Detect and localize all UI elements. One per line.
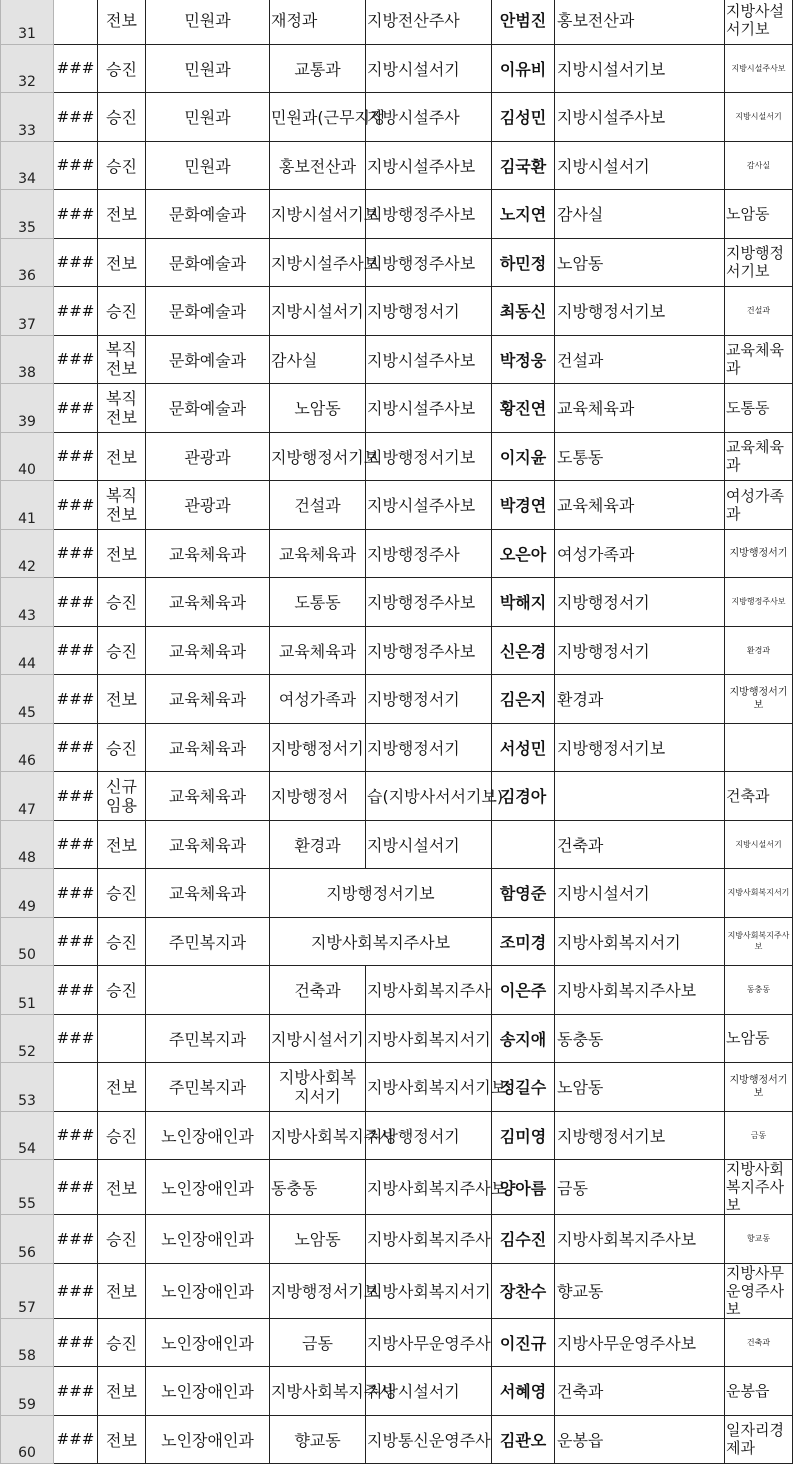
table-row [1,1215,793,1264]
remark-cell: 지방시설주사보 [725,44,793,93]
table-row [1,1014,793,1063]
type-cell: 전보 [98,1263,146,1318]
date-cell: ### [54,1318,98,1367]
table-row [1,675,793,724]
department-cell: 노인장애인과 [146,1318,270,1367]
type-cell: 승진 [98,869,146,918]
rank-cell: 지방행정서기보 [366,432,492,481]
remark-cell: 지방행정서기보 [725,1063,793,1112]
new-post-cell: 금동 [555,1160,725,1215]
department-cell: 관광과 [146,481,270,530]
department-cell: 문화예술과 [146,238,270,287]
type-cell: 복직 전보 [98,481,146,530]
remark-cell: 교육체육과 [725,335,793,384]
table-row [1,93,793,142]
name-cell: 김경아 [492,772,555,821]
name-cell: 이지윤 [492,432,555,481]
new-post-cell: 건축과 [555,820,725,869]
department-cell: 문화예술과 [146,190,270,239]
name-cell: 조미경 [492,917,555,966]
previous-post-cell: 환경과 [270,820,366,869]
department-cell: 노인장애인과 [146,1367,270,1416]
new-post-cell: 동충동 [555,1014,725,1063]
rank-cell: 지방행정주사보 [366,190,492,239]
date-cell: ### [54,869,98,918]
name-cell: 송지애 [492,1014,555,1063]
previous-post-cell: 지방행정서기보 [270,432,366,481]
date-cell: ### [54,287,98,336]
rank-cell: 지방사회복지서기 [366,1014,492,1063]
table-row [1,1318,793,1367]
remark-cell: 여성가족과 [725,481,793,530]
type-cell: 전보 [98,820,146,869]
department-cell: 관광과 [146,432,270,481]
type-cell: 승진 [98,1318,146,1367]
department-cell: 노인장애인과 [146,1415,270,1464]
name-cell: 이유비 [492,44,555,93]
rank-cell: 지방사회복지서기 [366,1263,492,1318]
new-post-cell: 지방시설서기 [555,869,725,918]
previous-post-cell: 지방사회복지주사 [270,1111,366,1160]
row-number[interactable]: 55 [1,1160,54,1215]
type-cell: 승진 [98,1111,146,1160]
new-post-cell [555,772,725,821]
type-cell: 전보 [98,529,146,578]
remark-cell: 지방행정서기보 [725,238,793,287]
name-cell: 양아름 [492,1160,555,1215]
name-cell: 김수진 [492,1215,555,1264]
name-cell: 최동신 [492,287,555,336]
name-cell: 이은주 [492,966,555,1015]
spreadsheet-body [1,0,793,1464]
type-cell: 승진 [98,578,146,627]
department-cell: 문화예술과 [146,335,270,384]
new-post-cell: 여성가족과 [555,529,725,578]
department-cell: 문화예술과 [146,287,270,336]
type-cell: 전보 [98,238,146,287]
date-cell: ### [54,1367,98,1416]
department-cell: 주민복지과 [146,1063,270,1112]
remark-cell: 지방행정주사보 [725,578,793,627]
department-cell [146,966,270,1015]
table-row [1,0,793,44]
rank-cell: 지방사무운영주사 [366,1318,492,1367]
type-cell: 승진 [98,723,146,772]
row-number[interactable]: 59 [1,1367,54,1416]
remark-cell: 동충동 [725,966,793,1015]
department-cell: 민원과 [146,93,270,142]
remark-cell: 지방사회복지서기 [725,869,793,918]
rank-cell: 지방시설주사보 [366,481,492,530]
rank-cell: 지방행정주사 [366,529,492,578]
date-cell: ### [54,723,98,772]
row-number[interactable]: 36 [1,238,54,287]
new-post-cell: 홍보전산과 [555,0,725,44]
rank-cell: 지방시설주사보 [366,141,492,190]
department-cell: 교육체육과 [146,529,270,578]
previous-post-cell: 재정과 [270,0,366,44]
name-cell: 이진규 [492,1318,555,1367]
type-cell: 승진 [98,141,146,190]
rank-cell: 지방시설서기 [366,820,492,869]
name-cell: 박경연 [492,481,555,530]
table-row [1,238,793,287]
row-number[interactable]: 46 [1,723,54,772]
date-cell: ### [54,93,98,142]
type-cell: 전보 [98,432,146,481]
date-cell: ### [54,772,98,821]
previous-post-cell: 건축과 [270,966,366,1015]
type-cell: 신규 임용 [98,772,146,821]
new-post-cell: 지방행정서기보 [555,723,725,772]
remark-cell: 금동 [725,1111,793,1160]
row-number[interactable]: 40 [1,432,54,481]
rank-cell: 지방사회복지주사 [366,1215,492,1264]
name-cell: 정길수 [492,1063,555,1112]
date-cell: ### [54,1263,98,1318]
remark-cell: 노암동 [725,1014,793,1063]
rank-cell: 지방사회복지주사보 [366,1160,492,1215]
type-cell: 승진 [98,287,146,336]
table-row [1,723,793,772]
row-number[interactable]: 58 [1,1318,54,1367]
name-cell: 김관오 [492,1415,555,1464]
type-cell: 전보 [98,1160,146,1215]
previous-post-cell: 지방사회복지주사보 [270,917,492,966]
new-post-cell: 지방사회복지주사보 [555,1215,725,1264]
date-cell: ### [54,1160,98,1215]
previous-post-cell: 여성가족과 [270,675,366,724]
remark-cell: 지방행정서기보 [725,675,793,724]
date-cell: ### [54,190,98,239]
department-cell: 노인장애인과 [146,1160,270,1215]
name-cell: 김미영 [492,1111,555,1160]
table-row [1,966,793,1015]
new-post-cell: 운봉읍 [555,1415,725,1464]
new-post-cell: 교육체육과 [555,481,725,530]
previous-post-cell: 지방사회복 지서기 [270,1063,366,1112]
table-row [1,44,793,93]
remark-cell: 건축과 [725,772,793,821]
date-cell: ### [54,141,98,190]
name-cell: 황진연 [492,384,555,433]
previous-post-cell: 금동 [270,1318,366,1367]
row-number[interactable]: 45 [1,675,54,724]
remark-cell: 지방시설서기 [725,93,793,142]
type-cell: 전보 [98,190,146,239]
date-cell: ### [54,578,98,627]
date-cell: ### [54,238,98,287]
date-cell: ### [54,529,98,578]
remark-cell: 운봉읍 [725,1367,793,1416]
table-row [1,481,793,530]
date-cell: ### [54,44,98,93]
date-cell: ### [54,384,98,433]
date-cell [54,0,98,44]
date-cell: ### [54,626,98,675]
row-number[interactable]: 52 [1,1014,54,1063]
new-post-cell: 지방행정서기보 [555,287,725,336]
previous-post-cell: 지방시설서기 [270,287,366,336]
date-cell: ### [54,966,98,1015]
department-cell: 교육체육과 [146,626,270,675]
date-cell: ### [54,675,98,724]
previous-post-cell: 동충동 [270,1160,366,1215]
row-number[interactable]: 33 [1,93,54,142]
date-cell: ### [54,1415,98,1464]
name-cell: 박해지 [492,578,555,627]
previous-post-cell: 노암동 [270,1215,366,1264]
date-cell: ### [54,1215,98,1264]
previous-post-cell: 지방행정서 [270,772,366,821]
table-row [1,529,793,578]
name-cell [492,820,555,869]
date-cell: ### [54,820,98,869]
new-post-cell: 지방행정서기보 [555,1111,725,1160]
row-number[interactable]: 48 [1,820,54,869]
row-number[interactable]: 39 [1,384,54,433]
remark-cell: 지방사회복지주사보 [725,917,793,966]
type-cell: 전보 [98,1415,146,1464]
name-cell: 오은아 [492,529,555,578]
row-number[interactable]: 47 [1,772,54,821]
previous-post-cell: 교육체육과 [270,626,366,675]
name-cell: 노지연 [492,190,555,239]
row-number[interactable]: 57 [1,1263,54,1318]
rank-cell: 지방행정서기 [366,675,492,724]
remark-cell: 도통동 [725,384,793,433]
remark-cell: 지방사무운영주사보 [725,1263,793,1318]
type-cell: 승진 [98,1215,146,1264]
previous-post-cell: 지방사회복지주사 [270,1367,366,1416]
rank-cell: 지방행정주사보 [366,238,492,287]
type-cell: 전보 [98,1367,146,1416]
new-post-cell: 지방시설주사보 [555,93,725,142]
rank-cell: 지방시설서기 [366,1367,492,1416]
table-row [1,1063,793,1112]
name-cell: 안범진 [492,0,555,44]
department-cell: 노인장애인과 [146,1215,270,1264]
name-cell: 하민정 [492,238,555,287]
type-cell [98,1014,146,1063]
department-cell: 노인장애인과 [146,1263,270,1318]
row-number[interactable]: 34 [1,141,54,190]
date-cell: ### [54,432,98,481]
table-row [1,287,793,336]
new-post-cell: 지방행정서기 [555,626,725,675]
department-cell: 민원과 [146,0,270,44]
previous-post-cell: 지방행정서기보 [270,869,492,918]
previous-post-cell: 감사실 [270,335,366,384]
row-number[interactable]: 35 [1,190,54,239]
table-row [1,1111,793,1160]
row-number[interactable]: 32 [1,44,54,93]
department-cell: 교육체육과 [146,772,270,821]
remark-cell: 지방행정서기 [725,529,793,578]
row-number[interactable]: 56 [1,1215,54,1264]
date-cell: ### [54,481,98,530]
type-cell: 복직 전보 [98,335,146,384]
type-cell: 전보 [98,0,146,44]
department-cell: 교육체육과 [146,869,270,918]
table-row [1,384,793,433]
type-cell: 전보 [98,1063,146,1112]
new-post-cell: 교육체육과 [555,384,725,433]
table-row [1,1263,793,1318]
new-post-cell: 노암동 [555,1063,725,1112]
previous-post-cell: 건설과 [270,481,366,530]
rank-cell: 지방행정주사보 [366,626,492,675]
date-cell: ### [54,1111,98,1160]
table-row [1,820,793,869]
department-cell: 주민복지과 [146,1014,270,1063]
table-row [1,432,793,481]
rank-cell: 지방행정주사보 [366,578,492,627]
row-number[interactable]: 53 [1,1063,54,1112]
rank-cell: 지방시설주사보 [366,335,492,384]
remark-cell: 지방사설서기보 [725,0,793,44]
row-number[interactable]: 42 [1,529,54,578]
row-number[interactable]: 54 [1,1111,54,1160]
name-cell: 함영준 [492,869,555,918]
name-cell: 서성민 [492,723,555,772]
row-number[interactable]: 41 [1,481,54,530]
name-cell: 서혜영 [492,1367,555,1416]
department-cell: 교육체육과 [146,723,270,772]
department-cell: 주민복지과 [146,917,270,966]
type-cell: 승진 [98,917,146,966]
department-cell: 교육체육과 [146,675,270,724]
table-row [1,1415,793,1464]
row-number[interactable]: 44 [1,626,54,675]
table-row [1,190,793,239]
new-post-cell: 지방사무운영주사보 [555,1318,725,1367]
new-post-cell: 향교동 [555,1263,725,1318]
previous-post-cell: 노암동 [270,384,366,433]
remark-cell: 일자리경제과 [725,1415,793,1464]
type-cell: 승진 [98,44,146,93]
remark-cell: 지방사회복지주사보 [725,1160,793,1215]
date-cell: ### [54,1014,98,1063]
rank-cell: 지방전산주사 [366,0,492,44]
department-cell: 문화예술과 [146,384,270,433]
date-cell [54,1063,98,1112]
row-number[interactable]: 37 [1,287,54,336]
table-row [1,869,793,918]
previous-post-cell: 지방행정서기 [270,723,366,772]
type-cell: 복직 전보 [98,384,146,433]
name-cell: 김은지 [492,675,555,724]
rank-cell: 지방시설주사보 [366,384,492,433]
rank-cell: 지방시설서기 [366,44,492,93]
table-row [1,578,793,627]
previous-post-cell: 민원과(근무지정 [270,93,366,142]
name-cell: 김국환 [492,141,555,190]
date-cell: ### [54,917,98,966]
name-cell: 장찬수 [492,1263,555,1318]
table-row [1,335,793,384]
new-post-cell: 지방시설서기 [555,141,725,190]
remark-cell: 노암동 [725,190,793,239]
remark-cell: 교육체육과 [725,432,793,481]
new-post-cell: 지방행정서기 [555,578,725,627]
new-post-cell: 지방사회복지서기 [555,917,725,966]
department-cell: 노인장애인과 [146,1111,270,1160]
type-cell: 승진 [98,966,146,1015]
name-cell: 박정웅 [492,335,555,384]
row-number[interactable]: 49 [1,869,54,918]
row-number[interactable]: 31 [1,0,54,44]
new-post-cell: 도통동 [555,432,725,481]
department-cell: 교육체육과 [146,578,270,627]
name-cell: 신은경 [492,626,555,675]
type-cell: 승진 [98,93,146,142]
remark-cell: 향교동 [725,1215,793,1264]
previous-post-cell: 교육체육과 [270,529,366,578]
rank-cell: 지방사회복지주사 [366,966,492,1015]
new-post-cell: 감사실 [555,190,725,239]
table-row [1,1160,793,1215]
table-row [1,1367,793,1416]
name-cell: 김성민 [492,93,555,142]
table-row [1,626,793,675]
row-number[interactable]: 43 [1,578,54,627]
department-cell: 민원과 [146,44,270,93]
row-number[interactable]: 38 [1,335,54,384]
new-post-cell: 건축과 [555,1367,725,1416]
previous-post-cell: 교통과 [270,44,366,93]
rank-cell: 지방사회복지서기보 [366,1063,492,1112]
type-cell: 전보 [98,675,146,724]
previous-post-cell: 홍보전산과 [270,141,366,190]
new-post-cell: 지방시설서기보 [555,44,725,93]
date-cell: ### [54,335,98,384]
row-number[interactable]: 60 [1,1415,54,1464]
previous-post-cell: 향교동 [270,1415,366,1464]
row-number[interactable]: 51 [1,966,54,1015]
new-post-cell: 환경과 [555,675,725,724]
previous-post-cell: 지방시설주사보 [270,238,366,287]
rank-cell: 지방통신운영주사 [366,1415,492,1464]
table-row [1,917,793,966]
department-cell: 민원과 [146,141,270,190]
remark-cell [725,723,793,772]
rank-cell: 지방행정서기 [366,723,492,772]
table-row [1,141,793,190]
rank-cell: 지방행정서기 [366,1111,492,1160]
rank-cell: 지방행정서기 [366,287,492,336]
remark-cell: 환경과 [725,626,793,675]
rank-cell: 지방시설주사 [366,93,492,142]
previous-post-cell: 지방행정서기보 [270,1263,366,1318]
row-number[interactable]: 50 [1,917,54,966]
remark-cell: 건설과 [725,287,793,336]
previous-post-cell: 지방시설서기 [270,1014,366,1063]
previous-post-cell: 도통동 [270,578,366,627]
rank-cell: 습(지방사서서기보) [366,772,492,821]
table-row [1,772,793,821]
previous-post-cell: 지방시설서기보 [270,190,366,239]
new-post-cell: 지방사회복지주사보 [555,966,725,1015]
type-cell: 승진 [98,626,146,675]
new-post-cell: 노암동 [555,238,725,287]
remark-cell: 건축과 [725,1318,793,1367]
remark-cell: 지방시설서기 [725,820,793,869]
new-post-cell: 건설과 [555,335,725,384]
department-cell: 교육체육과 [146,820,270,869]
remark-cell: 감사실 [725,141,793,190]
